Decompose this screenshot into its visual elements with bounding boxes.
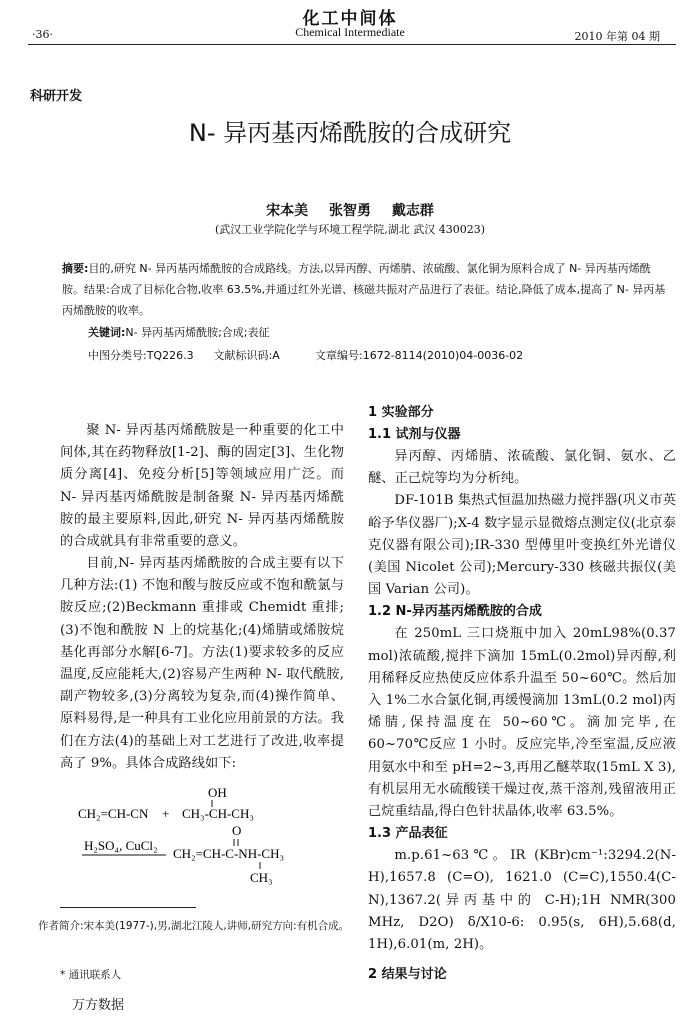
header-rule (28, 44, 676, 45)
abstract-text: 目的,研究 N- 异丙基丙烯酰胺的合成路线。方法,以异丙醇、丙烯腈、浓硫酸、氯化铜为原料合成了 N- 异丙基丙烯酰胺。结果:合成了目标化合物,收率 63.5%,并通过红外光谱、核磁共振对产品进行了表征。结论,降低了成本,提高了 N- 异丙基丙烯酰胺的收率。 (62, 262, 666, 317)
scheme-carbonyl-o: O (232, 823, 242, 838)
scheme-reagents: H₂SO₄, CuCl₂ (84, 838, 158, 853)
instruments-paragraph: DF-101B 集热式恒温加热磁力搅拌器(巩义市英峪予华仪器厂);X-4 数字显示显微熔点测定仪(北京泰克仪器有限公司);IR-330 型傅里叶变换红外光谱仪(美国 Nicolet 公司);Mercury-330 核磁共振仪(美国 Varian 公司)。 (368, 493, 676, 598)
article-number: 文章编号:1672-8114(2010)04-0036-02 (315, 349, 524, 362)
footnote-rule (60, 907, 196, 908)
scheme-product: CH₂=CH-C-NH-CH₃ (173, 846, 285, 861)
keywords-label: 关键词: (88, 326, 126, 339)
heading-characterization: 1.3 产品表征 (368, 826, 448, 842)
reagents-paragraph: 异丙醇、丙烯腈、浓硫酸、氯化铜、氨水、乙醚、正己烷等均为分析纯。 (368, 449, 676, 487)
heading-synthesis: 1.2 N-异丙基丙烯酰胺的合成 (368, 604, 542, 620)
experimental-section (368, 402, 676, 986)
abstract (62, 258, 672, 321)
classification-row (88, 347, 648, 363)
scheme-methyl: CH₃ (250, 870, 273, 885)
heading-reagents: 1.1 试剂与仪器 (368, 427, 461, 442)
synthesis-scheme (60, 785, 350, 890)
page-number: ·36· (32, 28, 53, 41)
wanfang-watermark: 万方数据 (72, 998, 125, 1013)
abstract-label: 摘要: (62, 262, 89, 275)
authors: 宋本美 张智勇 戴志群 (266, 203, 434, 219)
scheme-plus: + (162, 806, 170, 821)
clc-number: 中图分类号:TQ226.3 (88, 349, 194, 362)
paper-title: N- 异丙基丙烯酰胺的合成研究 (188, 119, 512, 147)
journal-title-cn: 化工中间体 (302, 9, 398, 29)
section-tag: 科研开发 (30, 89, 83, 104)
document-code: 文献标识码:A (213, 349, 280, 362)
characterization-paragraph: m.p.61~63℃。IR (KBr)cm⁻¹:3294.2(N-H),1657.8 (C=O), 1621.0 (C=C),1550.4(C-N),1367.2(异丙基中的 C-H);1H NMR(300 MHz, D2O) δ/X10-6: 0.95(s, 6H),5.68(d, 1H),6.01(m, 2H)。 (368, 848, 676, 953)
synthesis-paragraph: 在 250mL 三口烧瓶中加入 20mL98%(0.37 mol)浓硫酸,搅拌下滴加 15mL(0.2mol)异丙醇,利用稀释反应热使反应体系升温至 50~60℃。然后加入 1%二水合氯化铜,再缓慢滴加 13mL(0.2 mol)丙烯腈,保持温度在 50~60℃。滴加完毕,在 60~70℃反应 1 小时。反应完毕,冷至室温,反应液用氨水中和至 pH=2~3,再用乙醚萃取(15mL X 3),有机层用无水硫酸镁干燥过夜,蒸干溶剂,残留液用正己烷重结晶,得白色针状晶体,收率 63.5%。 (368, 626, 676, 820)
keywords (88, 324, 270, 340)
scheme-reactant-1: CH₂=CH-CN (78, 806, 149, 821)
heading-results: 2 结果与讨论 (368, 967, 447, 983)
intro-paragraph-1: 聚 N- 异丙基丙烯酰胺是一种重要的化工中间体,其在药物释放[1-2]、酶的固定[3]、生化物质分离[4]、免疫分析[5]等领域应用广泛。而 N- 异丙基丙烯酰胺是制备聚 N- 异丙基丙烯酰胺的最主要原料,因此,研究 N- 异丙基丙烯酰胺的合成就具有非常重要的意义。 (60, 423, 344, 550)
intro-paragraph-2: 目前,N- 异丙基丙烯酰胺的合成主要有以下几种方法:(1) 不饱和酸与胺反应或不饱和酰氯与胺反应;(2)Beckmann 重排或 Chemidt 重排;(3)不饱和酰胺 N 上的烷基化;(4)烯腈或烯胺烷基化再部分水解[6-7]。方法(1)要求较多的反应温度,反应能耗大,(2)容易产生两种 N- 取代酰胺,副产物较多,(3)分离较为复杂,而(4)操作简单、原料易得,是一种具有工业化应用前景的方法。我们在方法(4)的基础上对工艺进行了改进,收率提高了 9%。具体合成路线如下: (60, 556, 344, 771)
scheme-oh: OH (208, 785, 227, 800)
affiliation: (武汉工业学院化学与环境工程学院,湖北 武汉 430023) (214, 223, 486, 236)
heading-experimental: 1 实验部分 (368, 405, 434, 420)
journal-title-en: Chemical Intermediate (295, 25, 405, 39)
keywords-text: N- 异丙基丙烯酰胺;合成;表征 (125, 326, 270, 339)
author-bio-footnote: 作者简介:宋本美(1977-),男,湖北江陵人,讲师,研究方向:有机合成。 (38, 920, 350, 932)
issue-label: 2010 年第 04 期 (574, 30, 660, 43)
scheme-reactant-2: CH₃-CH-CH₃ (182, 806, 254, 821)
corresponding-author-note: * 通讯联系人 (60, 969, 122, 981)
